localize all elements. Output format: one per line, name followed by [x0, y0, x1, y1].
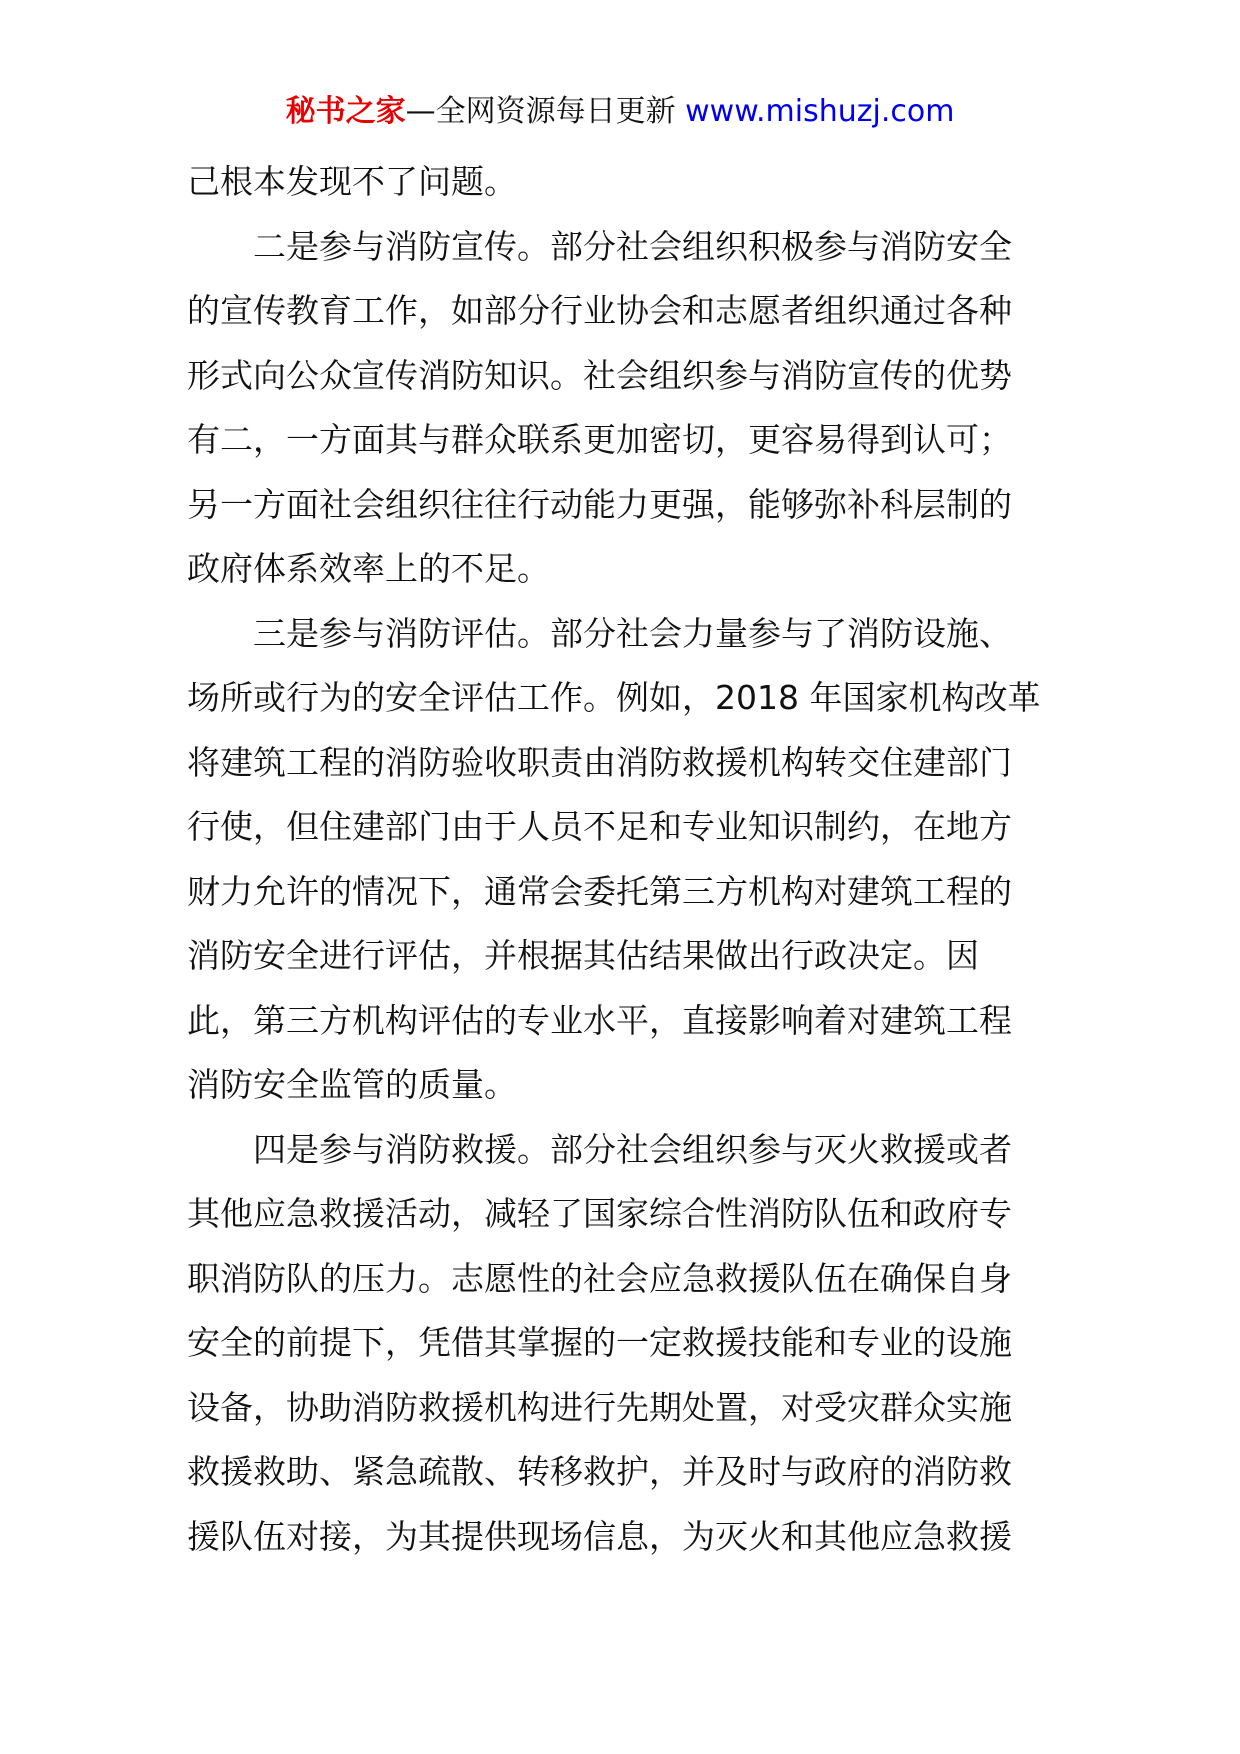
- body-line: 行使，但住建部门由于人员不足和专业知识制约，在地方: [187, 807, 1012, 846]
- body-line: 三是参与消防评估。部分社会力量参与了消防设施、: [187, 613, 1012, 653]
- body-line: 消防安全进行评估，并根据其估结果做出行政决定。因: [187, 936, 979, 975]
- body-line: 形式向公众宣传消防知识。社会组织参与消防宣传的优势: [187, 355, 1012, 395]
- body-line: 的宣传教育工作，如部分行业协会和志愿者组织通过各种: [187, 291, 1012, 330]
- site-url-link[interactable]: www.mishuzj.com: [685, 94, 955, 129]
- body-line: 消防安全监管的质量。: [187, 1065, 517, 1104]
- body-line: 二是参与消防宣传。部分社会组织积极参与消防安全: [187, 226, 1012, 266]
- body-line: 另一方面社会组织往往行动能力更强，能够弥补科层制的: [187, 484, 1012, 524]
- document-body: [187, 150, 1053, 1569]
- body-line: 援队伍对接，为其提供现场信息，为灭火和其他应急救援: [187, 1516, 1012, 1556]
- body-line: 其他应急救援活动，减轻了国家综合性消防队伍和政府专: [187, 1194, 1012, 1233]
- body-line: 政府体系效率上的不足。: [187, 549, 550, 588]
- site-brand: 秘书之家: [285, 94, 406, 129]
- body-line: 此，第三方机构评估的专业水平，直接影响着对建筑工程: [187, 1000, 1012, 1040]
- site-header: [0, 92, 1240, 132]
- body-line: 设备，协助消防救援机构进行先期处置，对受灾群众实施: [187, 1387, 1012, 1427]
- body-line: 救援救助、紧急疏散、转移救护，并及时与政府的消防救: [187, 1452, 1012, 1491]
- body-line: 将建筑工程的消防验收职责由消防救援机构转交住建部门: [187, 742, 1012, 782]
- body-line: 四是参与消防救援。部分社会组织参与灭火救援或者: [187, 1129, 1012, 1169]
- body-line: 安全的前提下，凭借其掌握的一定救援技能和专业的设施: [187, 1323, 1012, 1362]
- body-line: 职消防队的压力。志愿性的社会应急救援队伍在确保自身: [187, 1258, 1012, 1298]
- body-line: 己根本发现不了问题。: [187, 162, 517, 201]
- body-line: 有二，一方面其与群众联系更加密切，更容易得到认可；: [187, 420, 1012, 459]
- site-tagline: —全网资源每日更新: [405, 94, 686, 129]
- body-line: 场所或行为的安全评估工作。例如，2018 年国家机构改革: [187, 678, 1041, 717]
- body-line: 财力允许的情况下，通常会委托第三方机构对建筑工程的: [187, 871, 1012, 911]
